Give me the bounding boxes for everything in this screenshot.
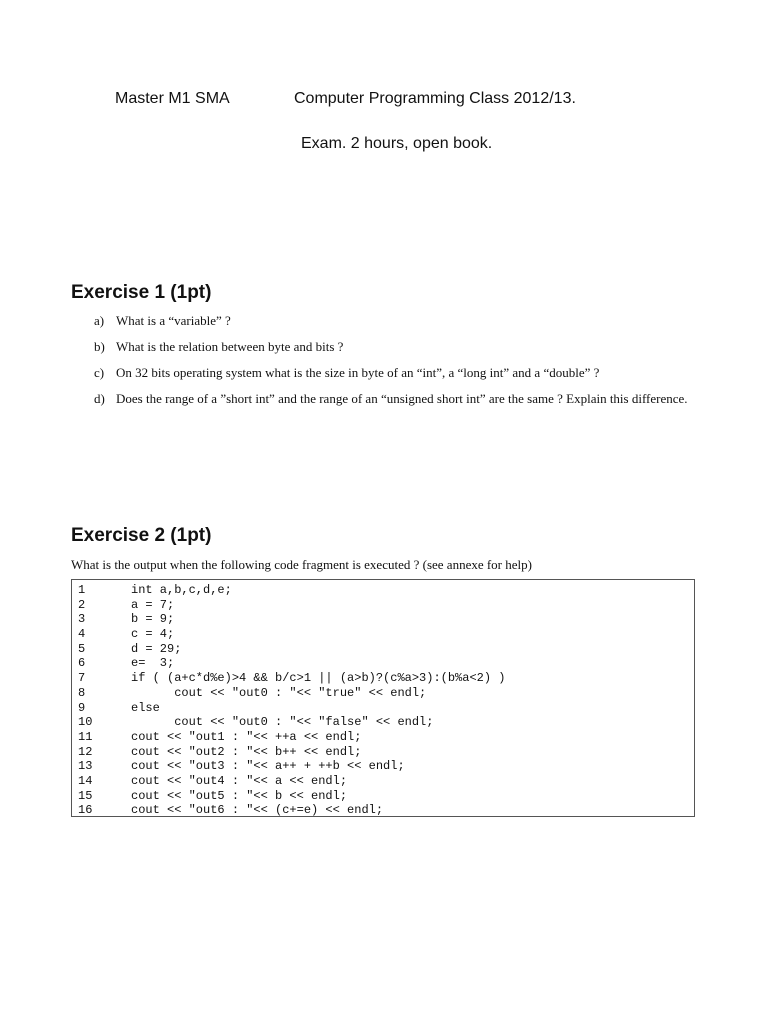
question-text: On 32 bits operating system what is the size in byte of an “int”, a “long int” and a “double” ? xyxy=(116,365,600,380)
header-exam-info: Exam. 2 hours, open book. xyxy=(301,135,493,152)
code-line xyxy=(78,656,694,671)
code-listing xyxy=(71,579,695,817)
code-line xyxy=(78,671,694,686)
code-line xyxy=(78,701,694,716)
code-line-text: d = 29; xyxy=(131,641,182,656)
code-line-text: cout << "out4 : "<< a << endl; xyxy=(131,773,348,788)
code-line-text: c = 4; xyxy=(131,627,175,642)
code-line-text: if ( (a+c*d%e)>4 && b/c>1 || (a>b)?(c%a>3):(b%a<2) ) xyxy=(131,671,506,686)
exercise-1-question-list xyxy=(94,312,694,416)
code-line-text: cout << "out0 : "<< "true" << endl; xyxy=(131,685,427,700)
header-class-title: Computer Programming Class 2012/13. xyxy=(294,90,576,107)
code-line-number: 16 xyxy=(78,803,93,818)
code-line-number: 1 xyxy=(78,583,86,597)
code-line-number: 13 xyxy=(78,759,93,774)
code-line xyxy=(78,583,694,598)
code-line-number: 4 xyxy=(78,627,86,642)
code-line-number: 5 xyxy=(78,641,86,656)
code-line-text: else xyxy=(131,700,160,715)
code-line-number: 10 xyxy=(78,715,93,730)
code-line-text: cout << "out5 : "<< b << endl; xyxy=(131,788,348,803)
code-line xyxy=(78,627,694,642)
header-course-label: Master M1 SMA xyxy=(115,90,230,107)
code-line xyxy=(78,612,694,627)
code-line xyxy=(78,642,694,657)
question-marker: b) xyxy=(94,339,105,354)
exercise-2-intro: What is the output when the following code fragment is executed ? (see annexe for help) xyxy=(71,557,532,572)
code-line xyxy=(78,803,694,818)
question-item xyxy=(94,312,694,329)
code-line-number: 7 xyxy=(78,671,86,686)
question-text: Does the range of a ”short int” and the range of an “unsigned short int” are the same ? Explain this difference. xyxy=(116,391,688,406)
code-line-number: 6 xyxy=(78,656,86,671)
code-line xyxy=(78,745,694,760)
code-line-text: b = 9; xyxy=(131,612,175,627)
question-item xyxy=(94,364,694,381)
question-marker: a) xyxy=(94,313,105,328)
code-line-number: 12 xyxy=(78,744,93,759)
question-item xyxy=(94,338,694,355)
question-marker: d) xyxy=(94,391,105,406)
code-line-text: cout << "out2 : "<< b++ << endl; xyxy=(131,744,362,759)
code-line xyxy=(78,598,694,613)
code-line-text: cout << "out3 : "<< a++ + ++b << endl; xyxy=(131,759,405,774)
question-marker: c) xyxy=(94,365,105,380)
code-line-number: 3 xyxy=(78,612,86,627)
code-line-number: 15 xyxy=(78,788,93,803)
code-line xyxy=(78,730,694,745)
code-line-text: cout << "out0 : "<< "false" << endl; xyxy=(131,715,434,730)
code-line-number: 9 xyxy=(78,700,86,715)
code-line-number: 11 xyxy=(78,729,93,744)
question-text: What is the relation between byte and bits ? xyxy=(116,339,344,354)
code-line-number: 14 xyxy=(78,773,93,788)
code-line-text: int a,b,c,d,e; xyxy=(131,583,232,597)
code-line-text: cout << "out6 : "<< (c+=e) << endl; xyxy=(131,803,384,818)
code-line-text: cout << "out1 : "<< ++a << endl; xyxy=(131,729,362,744)
code-line-text: e= 3; xyxy=(131,656,175,671)
code-line xyxy=(78,759,694,774)
code-line xyxy=(78,715,694,730)
exercise-1-title: Exercise 1 (1pt) xyxy=(71,282,212,303)
exercise-2-title: Exercise 2 (1pt) xyxy=(71,525,212,546)
code-line xyxy=(78,774,694,789)
question-text: What is a “variable” ? xyxy=(116,313,231,328)
code-line xyxy=(78,686,694,701)
code-line-text: a = 7; xyxy=(131,597,175,612)
question-item xyxy=(94,390,694,407)
code-line xyxy=(78,789,694,804)
code-line-number: 2 xyxy=(78,597,86,612)
code-line-number: 8 xyxy=(78,685,86,700)
